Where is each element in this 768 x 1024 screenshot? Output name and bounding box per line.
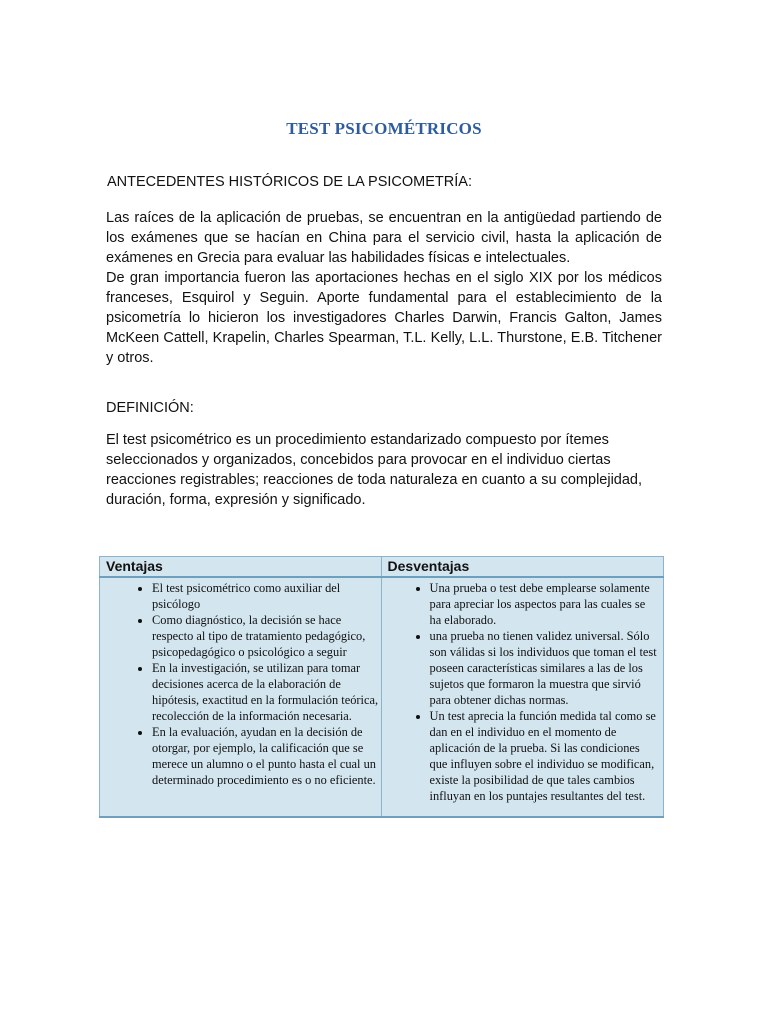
section-body-definicion xyxy=(106,430,662,510)
list-item: • Una prueba o test debe emplearse solamente para apreciar los aspectos para las cuales se ha elaborado. xyxy=(430,580,657,628)
list-item: • En la evaluación, ayudan en la decisión de otorgar, por ejemplo, la calificación que se merece un alumno o el punto hasta el cual un determinado procedimiento es o no eficiente. xyxy=(152,724,381,788)
ventajas-desventajas-table xyxy=(99,556,664,818)
list-item: • El test psicométrico como auxiliar del psicólogo xyxy=(152,580,381,612)
ventajas-cell xyxy=(100,577,382,817)
list-item: • Como diagnóstico, la decisión se hace respecto al tipo de tratamiento pedagógico, psicopedagógico o psicológico a seguir xyxy=(152,612,381,660)
desventajas-cell xyxy=(381,577,663,817)
table-row xyxy=(100,577,664,817)
paragraph: Las raíces de la aplicación de pruebas, se encuentran en la antigüedad partiendo de los exámenes que se hacían en China para el servicio civil, hasta la aplicación de exámenes en Grecia para evaluar las habilidades físicas e intelectuales. xyxy=(106,210,662,266)
document-title: TEST PSICOMÉTRICOS xyxy=(286,119,482,138)
table-header-ventajas: Ventajas xyxy=(100,557,382,578)
section-heading-definicion: DEFINICIÓN: xyxy=(106,400,194,416)
section-heading-antecedentes: ANTECEDENTES HISTÓRICOS DE LA PSICOMETRÍA: xyxy=(107,174,472,190)
ventajas-list xyxy=(100,580,381,788)
list-item: • una prueba no tienen validez universal. Sólo son válidas si los individuos que toman el test poseen características similares a las de los sujetos que formaron la muestra que sirvió para obtener dichas normas. xyxy=(430,628,657,708)
paragraph: El test psicométrico es un procedimiento estandarizado compuesto por ítemes seleccionados y organizados, concebidos para provocar en el individuo ciertas reacciones registrables; reacciones de toda naturaleza en cuanto a su complejidad, duración, forma, expresión y significado. xyxy=(106,432,643,508)
desventajas-list xyxy=(382,580,663,804)
table-header-desventajas: Desventajas xyxy=(381,557,663,578)
paragraph: De gran importancia fueron las aportaciones hechas en el siglo XIX por los médicos franceses, Esquirol y Seguin. Aporte fundamental para el establecimiento de la psicometría lo hicieron los investigadores Charles Darwin, Francis Galton, James McKeen Cattell, Krapelin, Charles Spearman, T.L. Kelly, L.L. Thurstone, E.B. Titchener y otros. xyxy=(106,270,662,366)
list-item: • Un test aprecia la función medida tal como se dan en el individuo en el momento de aplicación de la prueba. Si las condiciones que influyen sobre el individuo se modifican, existe la posibilidad de que tales cambios influyan en los puntajes resultantes del test. xyxy=(430,708,657,804)
section-body-antecedentes xyxy=(106,208,662,368)
table-header-row xyxy=(100,557,664,578)
list-item: • En la investigación, se utilizan para tomar decisiones acerca de la elaboración de hipótesis, exactitud en la formulación teórica, recolección de la información necesaria. xyxy=(152,660,381,724)
